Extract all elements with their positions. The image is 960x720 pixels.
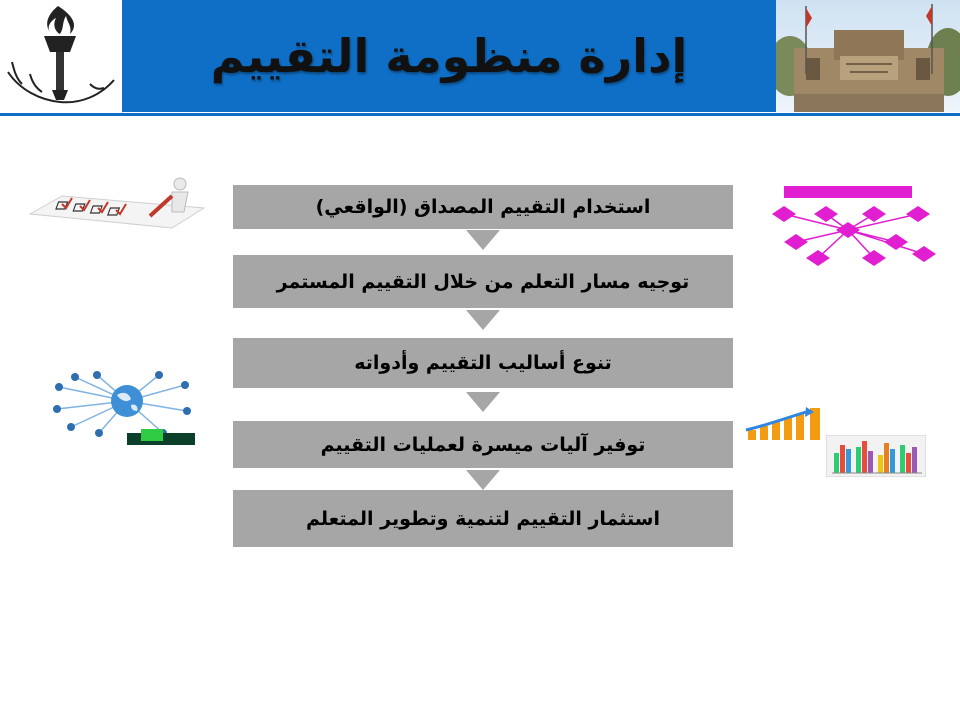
step-box: توفير آليات ميسرة لعمليات التقييم bbox=[233, 421, 733, 468]
bar-chart-icon bbox=[826, 435, 926, 477]
down-arrow bbox=[466, 310, 500, 330]
down-arrow bbox=[466, 392, 500, 412]
growth-chart-icon bbox=[744, 406, 828, 442]
step-box: استخدام التقييم المصداق (الواقعي) bbox=[233, 185, 733, 229]
page-title: إدارة منظومة التقييم bbox=[210, 29, 688, 83]
step-box: استثمار التقييم لتنمية وتطوير المتعلم bbox=[233, 490, 733, 547]
step-box: توجيه مسار التعلم من خلال التقييم المستمر bbox=[233, 255, 733, 308]
down-arrow bbox=[466, 230, 500, 250]
checklist-pen-icon bbox=[22, 176, 208, 232]
down-arrow bbox=[466, 470, 500, 490]
step-box: تنوع أساليب التقييم وأدواته bbox=[233, 338, 733, 388]
globe-network-icon bbox=[47, 371, 195, 445]
mind-map-icon bbox=[756, 184, 948, 270]
